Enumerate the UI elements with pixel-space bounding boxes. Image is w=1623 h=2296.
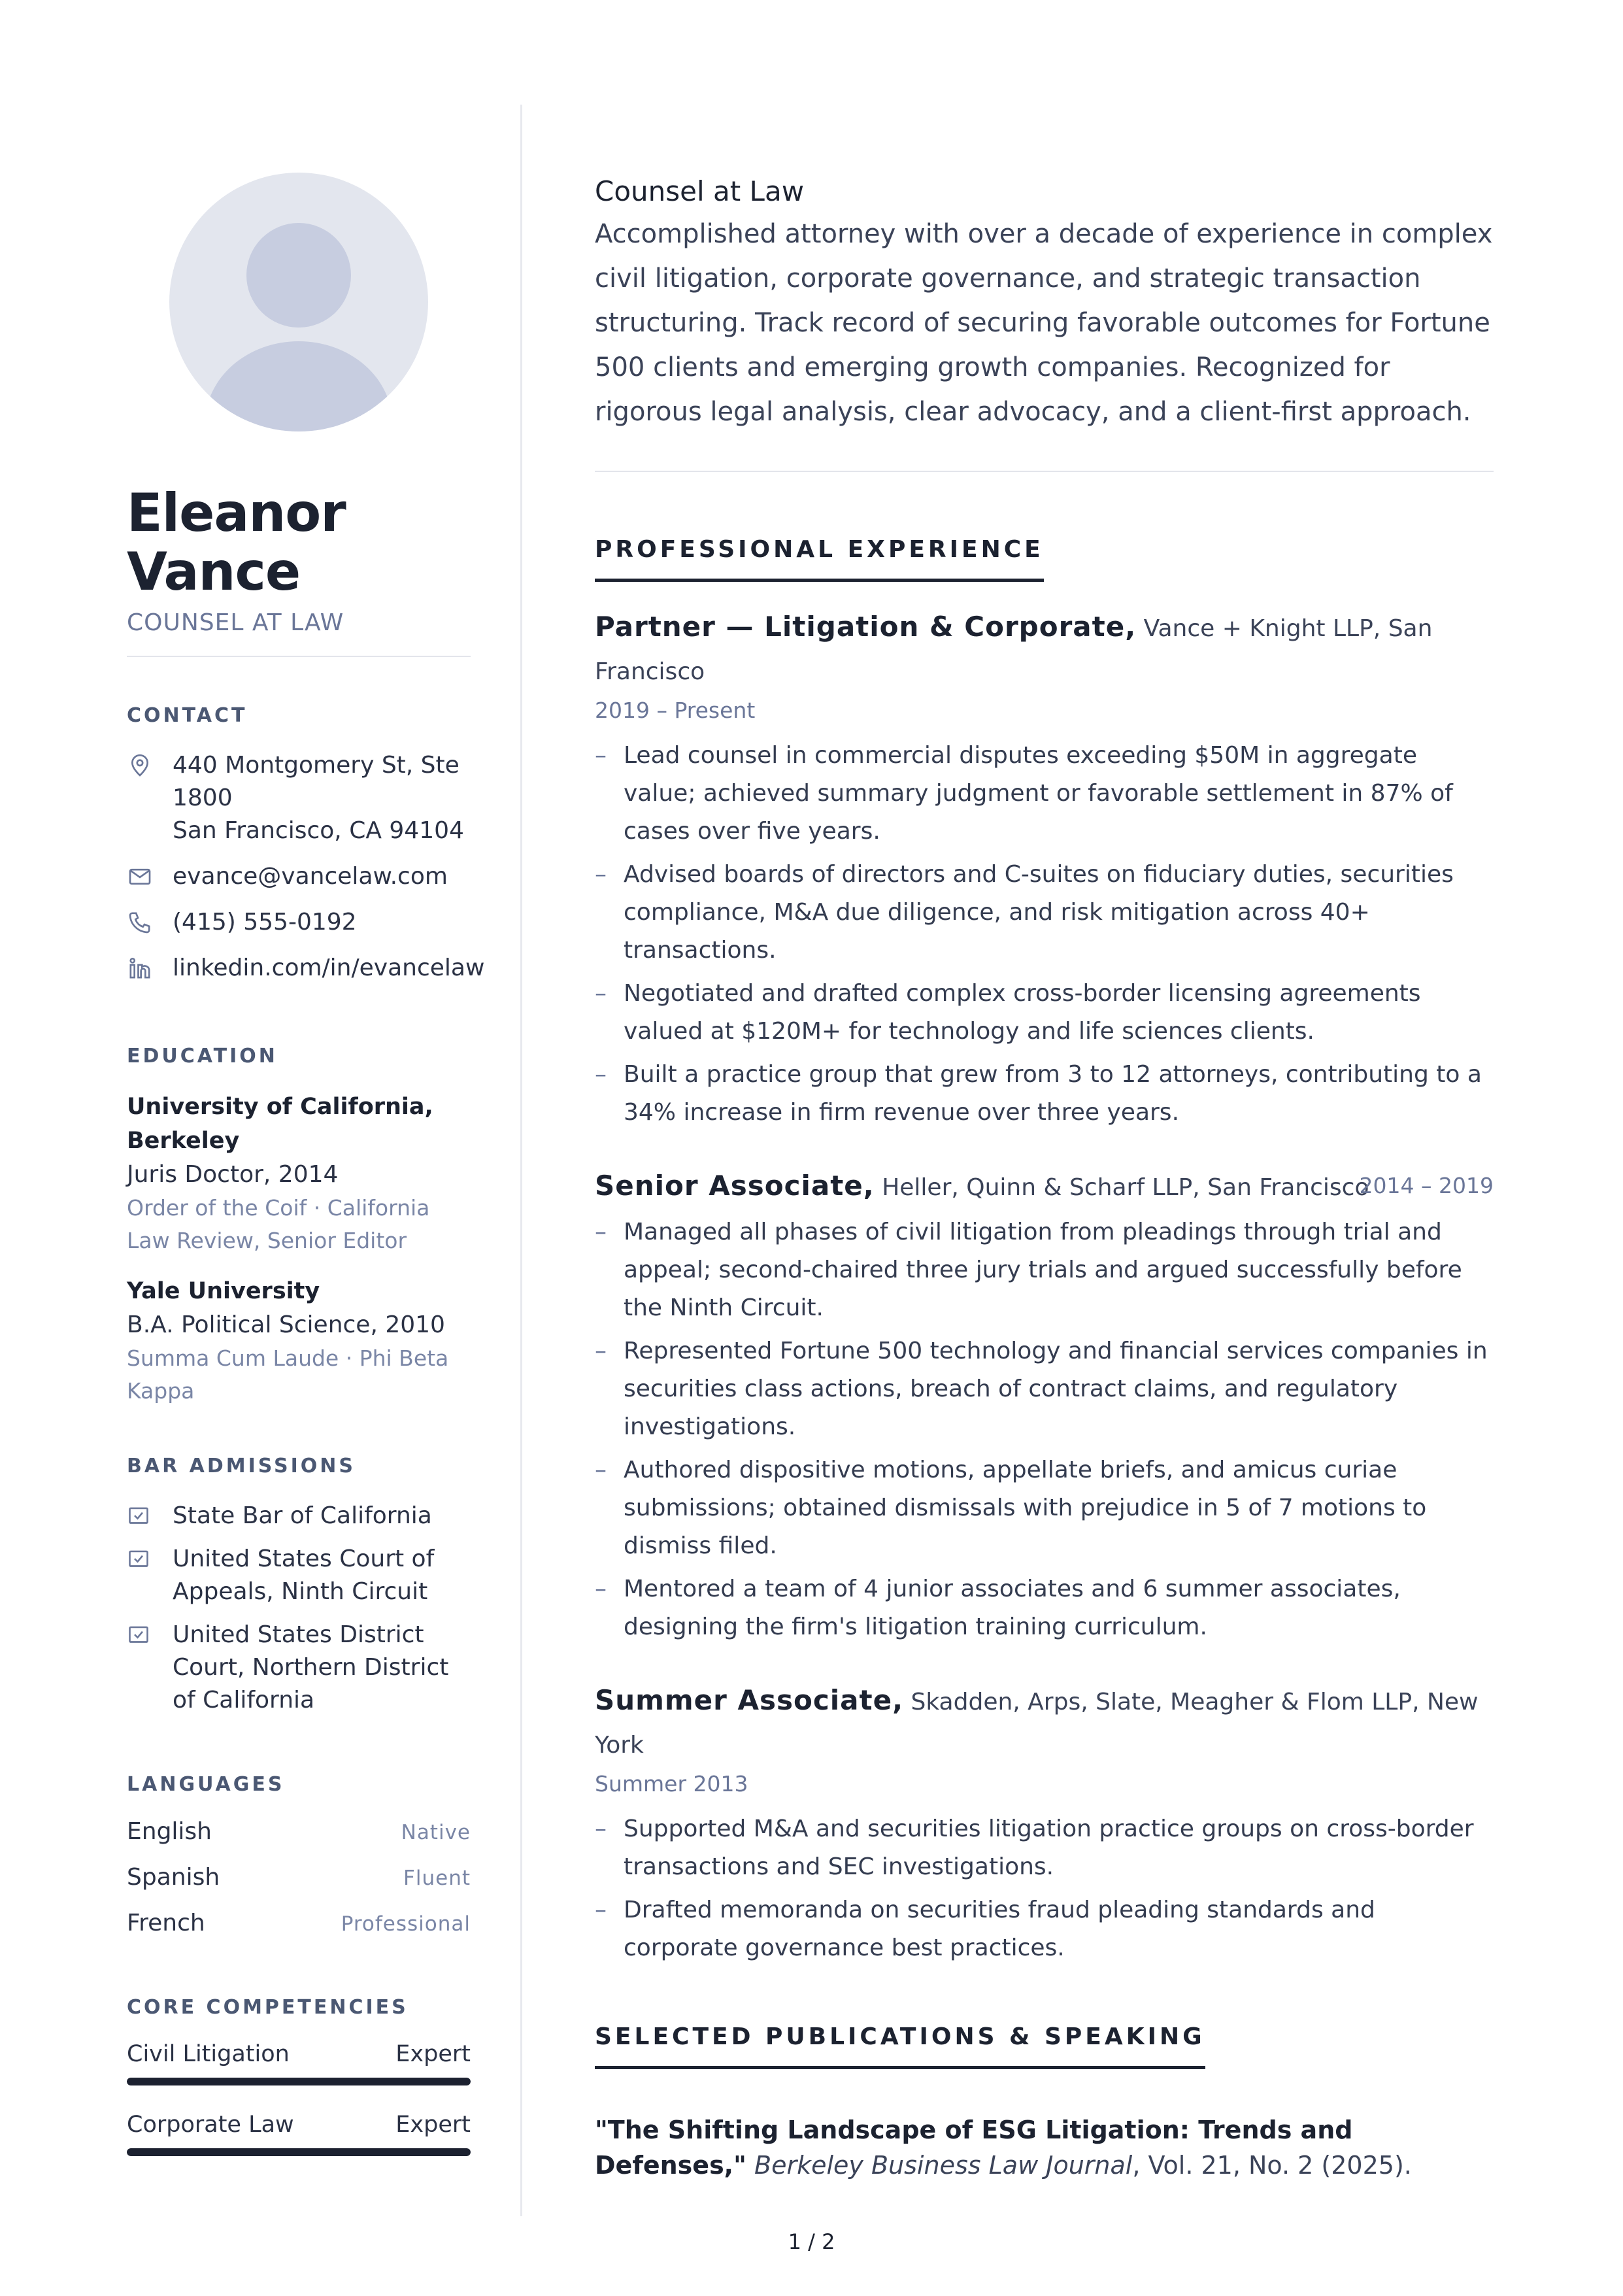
job-entry <box>595 605 1494 1132</box>
mail-icon <box>127 860 158 893</box>
job-bullet: – Advised boards of directors and C-suites on fiduciary duties, securities compliance, M&A due diligence, and risk mitigation across 40+ transactions. <box>595 856 1494 970</box>
competency-bar-fill <box>127 2078 471 2085</box>
education-item <box>127 1274 471 1408</box>
address-line2: San Francisco, CA 94104 <box>173 817 464 844</box>
language-name: French <box>127 1910 205 1936</box>
job-org: Skadden, Arps, Slate, Meagher & Flom LLP, New York <box>595 1689 1479 1759</box>
language-name: English <box>127 1818 212 1845</box>
competency-bar-fill <box>127 2148 471 2156</box>
bar-admission-label: State Bar of California <box>173 1502 432 1529</box>
name-first: Eleanor <box>127 482 346 543</box>
candidate-name <box>127 484 471 601</box>
bar-admissions-heading: BAR ADMISSIONS <box>127 1455 356 1477</box>
languages-heading: LANGUAGES <box>127 1773 285 1796</box>
contact-address <box>127 749 471 847</box>
certificate-check-icon <box>127 1500 158 1532</box>
competency-bar <box>127 2148 471 2156</box>
linkedin-value[interactable]: linkedin.com/in/evancelaw <box>173 954 485 981</box>
main-content <box>595 171 1494 2183</box>
linkedin-icon <box>127 952 158 985</box>
job-bullet: – Mentored a team of 4 junior associates and 6 summer associates, designing the firm's litigation training curriculum. <box>595 1570 1494 1646</box>
competencies-heading: CORE COMPETENCIES <box>127 1996 409 2019</box>
competency-name: Civil Litigation <box>127 2041 290 2067</box>
avatar-body-shape <box>205 341 392 431</box>
email-value[interactable]: evance@vancelaw.com <box>173 863 448 890</box>
phone-icon <box>127 906 158 939</box>
publication-journal: Berkeley Business Law Journal <box>754 2151 1133 2180</box>
contact-linkedin <box>127 952 485 985</box>
competency-item <box>127 2041 471 2085</box>
job-bullet: – Built a practice group that grew from 3 to 12 attorneys, contributing to a 34% increase in firm revenue over three years. <box>595 1056 1494 1132</box>
language-name: Spanish <box>127 1864 220 1891</box>
job-header: Senior Associate, Heller, Quinn & Scharf LLP, San Francisco 2014 – 2019 <box>595 1164 1494 1209</box>
competency-level: Expert <box>395 2112 471 2138</box>
publication-item <box>595 2112 1494 2183</box>
edu-school: Yale University <box>127 1278 320 1304</box>
contact-heading: CONTACT <box>127 704 248 727</box>
job-bullet: – Lead counsel in commercial disputes exceeding $50M in aggregate value; achieved summary judgment or favorable settlement in 87% of cases over five years. <box>595 737 1494 851</box>
job-title: Partner — Litigation & Corporate <box>595 611 1126 643</box>
job-bullet: – Managed all phases of civil litigation from pleadings through trial and appeal; second-chaired three jury trials and argued successfully before the Ninth Circuit. <box>595 1213 1494 1327</box>
language-level: Native <box>401 1821 471 1844</box>
job-bullets <box>595 737 1494 1132</box>
edu-degree: B.A. Political Science, 2010 <box>127 1311 445 1338</box>
main-divider <box>595 471 1494 472</box>
candidate-role: COUNSEL AT LAW <box>127 609 344 636</box>
edu-honors: Summa Cum Laude · Phi Beta Kappa <box>127 1345 449 1404</box>
bar-admission-item <box>127 1543 471 1608</box>
job-dates: 2014 – 2019 <box>1359 1173 1494 1198</box>
certificate-check-icon <box>127 1619 158 1651</box>
job-bullet: – Represented Fortune 500 technology and financial services companies in securities class actions, breach of contract claims, and regulatory investigations. <box>595 1332 1494 1446</box>
contact-email <box>127 860 471 893</box>
job-bullet: – Supported M&A and securities litigation practice groups on cross-border transactions and SEC investigations. <box>595 1810 1494 1886</box>
address-line1: 440 Montgomery St, Ste 1800 <box>173 752 460 811</box>
edu-degree: Juris Doctor, 2014 <box>127 1161 339 1188</box>
competency-bar <box>127 2078 471 2085</box>
language-row <box>127 1864 471 1910</box>
edu-school: University of California, Berkeley <box>127 1094 433 1154</box>
contact-phone <box>127 906 471 939</box>
competency-item <box>127 2112 471 2156</box>
job-bullets <box>595 1213 1494 1646</box>
name-last: Vance <box>127 541 301 602</box>
language-row <box>127 1818 471 1864</box>
job-header: Partner — Litigation & Corporate, Vance + Knight LLP, San Francisco <box>595 611 1433 685</box>
sidebar <box>127 105 485 2182</box>
job-entry <box>595 1679 1494 1967</box>
job-title: Summer Associate <box>595 1684 893 1716</box>
location-pin-icon <box>127 749 158 782</box>
publication-details: , Vol. 21, No. 2 (2025). <box>1132 2151 1412 2180</box>
job-bullet: – Authored dispositive motions, appellate briefs, and amicus curiae submissions; obtained dismissals with prejudice in 5 of 7 motions to dismiss filed. <box>595 1451 1494 1565</box>
avatar <box>169 173 428 431</box>
job-dates: Summer 2013 <box>595 1771 748 1797</box>
bar-admission-label: United States District Court, Northern District of California <box>173 1621 449 1714</box>
job-org: Heller, Quinn & Scharf LLP, San Francisco <box>882 1174 1369 1201</box>
job-entry <box>595 1164 1494 1646</box>
bar-admission-label: United States Court of Appeals, Ninth Circuit <box>173 1545 435 1605</box>
language-level: Professional <box>341 1912 471 1936</box>
certificate-check-icon <box>127 1543 158 1576</box>
competency-level: Expert <box>395 2041 471 2067</box>
avatar-head-shape <box>246 223 351 328</box>
phone-value: (415) 555-0192 <box>173 909 357 936</box>
summary: Accomplished attorney with over a decade of experience in complex civil litigation, corporate governance, and strategic transaction structuring. Track record of securing favorable outcomes for Fortune 500 clients and emerging growth companies. Recognized for rigorous legal analysis, clear advocacy, and a client-first approach. <box>595 219 1493 427</box>
headline: Counsel at Law <box>595 175 805 207</box>
job-dates: 2019 – Present <box>595 698 756 723</box>
job-bullet: – Negotiated and drafted complex cross-border licensing agreements valued at $120M+ for technology and life sciences clients. <box>595 975 1494 1051</box>
sidebar-divider <box>127 656 471 657</box>
bar-admission-item <box>127 1500 471 1532</box>
education-heading: EDUCATION <box>127 1045 278 1068</box>
language-level: Fluent <box>403 1866 471 1890</box>
job-title: Senior Associate <box>595 1170 863 1202</box>
job-bullets <box>595 1810 1494 1967</box>
page-number: 1 / 2 <box>788 2229 835 2254</box>
language-row <box>127 1910 471 1955</box>
publications-heading: SELECTED PUBLICATIONS & SPEAKING <box>595 2023 1205 2069</box>
job-org: Vance + Knight LLP, San Francisco <box>595 615 1433 685</box>
publication-title: "The Shifting Landscape of ESG Litigation: Trends and Defenses," <box>595 2116 1353 2180</box>
edu-honors: Order of the Coif · California Law Review, Senior Editor <box>127 1195 430 1253</box>
bar-admission-item <box>127 1619 471 1717</box>
job-bullet: – Drafted memoranda on securities fraud pleading standards and corporate governance best practices. <box>595 1891 1494 1967</box>
competency-name: Corporate Law <box>127 2112 294 2138</box>
education-item <box>127 1090 471 1257</box>
job-header: Summer Associate, Skadden, Arps, Slate, Meagher & Flom LLP, New York <box>595 1684 1479 1759</box>
column-divider <box>520 105 522 2216</box>
experience-heading: PROFESSIONAL EXPERIENCE <box>595 536 1044 582</box>
